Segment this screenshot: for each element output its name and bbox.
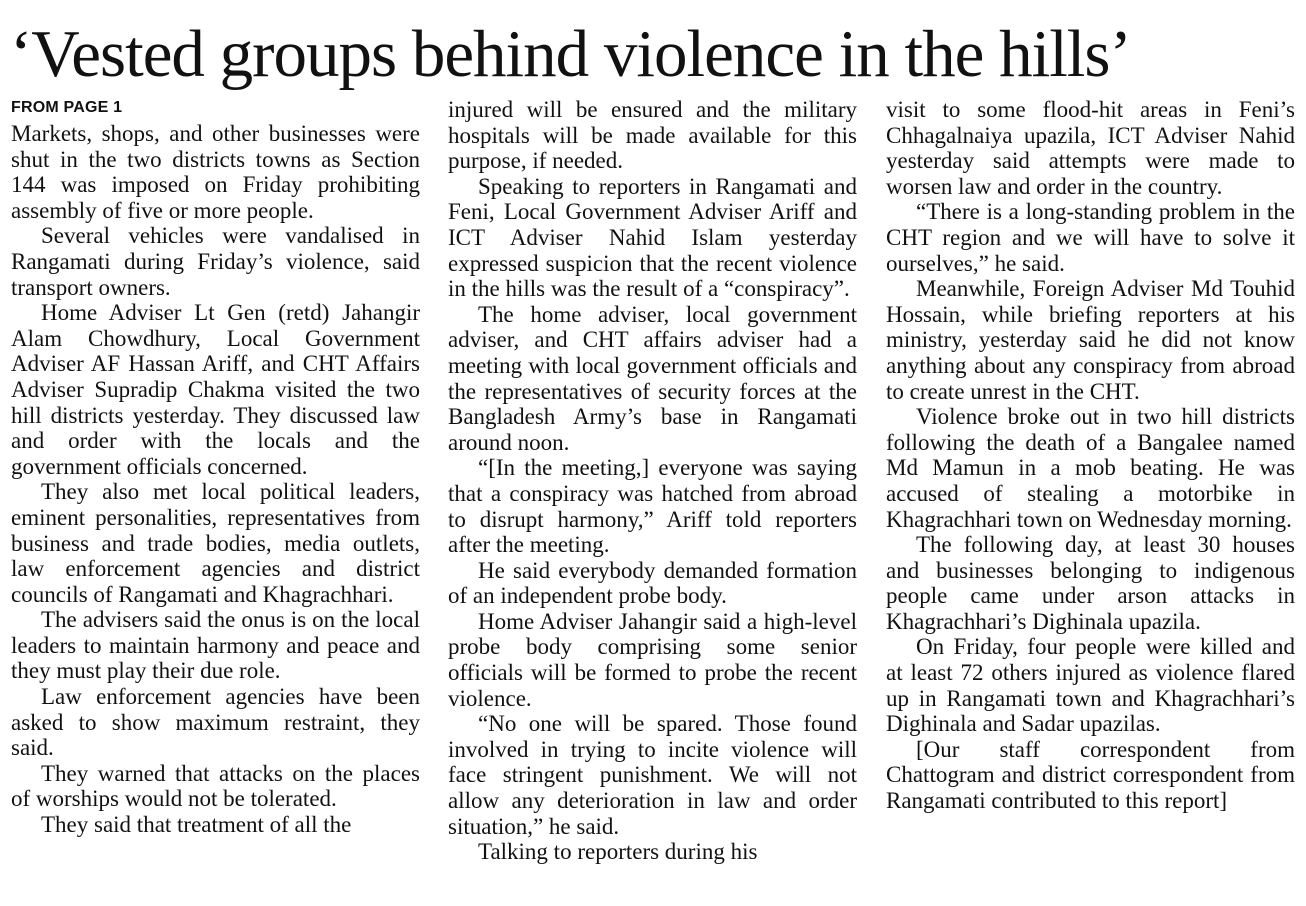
paragraph: Several vehicles were vandalised in Rangamati during Friday’s violence, said transport owners. xyxy=(11,223,420,300)
article-column-2 xyxy=(448,97,857,865)
paragraph: On Friday, four people were killed and at least 72 others injured as violence flared up in Rangamati town and Khagrachhari’s Dighinala and Sadar upazilas. xyxy=(886,634,1295,737)
paragraph: They warned that attacks on the places of worships would not be tolerated. xyxy=(11,760,420,812)
paragraph: “[In the meeting,] everyone was saying that a conspiracy was hatched from abroad to disrupt harmony,” Ariff told reporters after the meeting. xyxy=(448,455,857,558)
article-column-3 xyxy=(886,97,1295,814)
paragraph: Violence broke out in two hill districts following the death of a Bangalee named Md Mamun in a mob beating. He was accused of stealing a motorbike in Khagrachhari town on Wednesday morning. xyxy=(886,404,1295,532)
paragraph: The home adviser, local government adviser, and CHT affairs adviser had a meeting with local government officials and the representatives of security forces at the Bangladesh Army’s base in Rangamati around noon. xyxy=(448,301,857,455)
paragraph: Meanwhile, Foreign Adviser Md Touhid Hossain, while briefing reporters at his ministry, yesterday said he did not know anything about any conspiracy from abroad to create unrest in the CHT. xyxy=(886,276,1295,404)
paragraph: The advisers said the onus is on the local leaders to maintain harmony and peace and they must play their due role. xyxy=(11,607,420,684)
paragraph: Markets, shops, and other businesses were shut in the two districts towns as Section 144 was imposed on Friday prohibiting assembly of five or more people. xyxy=(11,121,420,223)
paragraph: injured will be ensured and the military hospitals will be made available for this purpose, if needed. xyxy=(448,97,857,174)
paragraph: He said everybody demanded formation of an independent probe body. xyxy=(448,557,857,609)
paragraph: Law enforcement agencies have been asked to show maximum restraint, they said. xyxy=(11,684,420,761)
paragraph: They also met local political leaders, eminent personalities, representatives from business and trade bodies, media outlets, law enforcement agencies and district councils of Rangamati and Khagrachhari. xyxy=(11,479,420,607)
paragraph: visit to some flood-hit areas in Feni’s Chhagalnaiya upazila, ICT Adviser Nahid yesterday said attempts were made to worsen law and order in the country. xyxy=(886,97,1295,199)
page-jump-kicker: FROM PAGE 1 xyxy=(11,99,123,116)
paragraph: [Our staff correspondent from Chattogram and district correspondent from Rangamati contributed to this report] xyxy=(886,736,1295,814)
paragraph: Speaking to reporters in Rangamati and Feni, Local Government Adviser Ariff and ICT Adviser Nahid Islam yesterday expressed suspicion that the recent violence in the hills was the result of a “conspiracy”. xyxy=(448,173,857,302)
paragraph: Home Adviser Jahangir said a high-level probe body comprising some senior officials will be formed to probe the recent violence. xyxy=(448,608,857,711)
paragraph: The following day, at least 30 houses and businesses belonging to indigenous people came under arson attacks in Khagrachhari’s Dighinala upazila. xyxy=(886,532,1295,634)
headline: ‘Vested groups behind violence in the hills’ xyxy=(10,17,1131,91)
paragraph: “There is a long-standing problem in the CHT region and we will have to solve it ourselves,” he said. xyxy=(886,199,1295,276)
paragraph: “No one will be spared. Those found involved in trying to incite violence will face stringent punishment. We will not allow any deterioration in law and order situation,” he said. xyxy=(448,711,857,839)
article-column-1 xyxy=(11,97,420,838)
paragraph: Talking to reporters during his xyxy=(478,839,758,865)
paragraph: They said that treatment of all the xyxy=(41,812,352,838)
paragraph: Home Adviser Lt Gen (retd) Jahangir Alam Chowdhury, Local Government Adviser AF Hassan Ariff, and CHT Affairs Adviser Supradip Chakma visited the two hill districts yesterday. They discussed law and order with the locals and the government officials concerned. xyxy=(11,300,420,479)
